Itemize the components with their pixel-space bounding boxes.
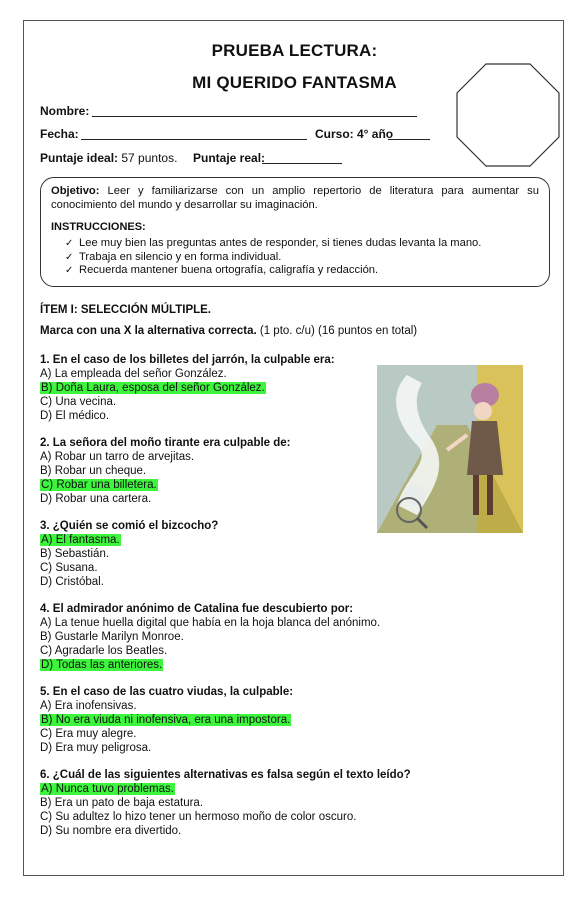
title-line2: MI QUERIDO FANTASMA — [192, 73, 397, 92]
instruction-text: Trabaja en silencio y en forma individual. — [79, 250, 282, 263]
option-c[interactable] — [40, 478, 291, 492]
puntaje-real-field[interactable] — [262, 163, 342, 164]
title-line1: PRUEBA LECTURA: — [211, 41, 378, 60]
section-instruction — [40, 325, 417, 337]
octagon-score-box — [456, 63, 560, 167]
instruction-item — [65, 237, 539, 251]
puntaje-ideal-value: 57 puntos. — [118, 151, 178, 165]
objective-body: Leer y familiarizarse con un amplio repertorio de literatura para aumentar su conocimiento del mundo y desarrollar su imaginación. — [51, 185, 539, 211]
instructions-list — [51, 237, 539, 278]
objective-label: Objetivo: — [51, 185, 100, 197]
question-text: 2. La señora del moño tirante era culpable de: — [40, 437, 291, 449]
option-b[interactable]: B) Era un pato de baja estatura. — [40, 797, 204, 809]
option-a[interactable]: A) Era inofensivas. — [40, 700, 137, 712]
objective-text — [51, 184, 539, 212]
question-1 — [40, 353, 335, 423]
question-text: 5. En el caso de las cuatro viudas, la culpable: — [40, 686, 294, 698]
option-b[interactable] — [40, 381, 335, 395]
check-icon: ✓ — [65, 251, 74, 263]
option-d[interactable] — [40, 658, 380, 672]
curso-field[interactable] — [388, 139, 430, 140]
option-a[interactable] — [40, 533, 218, 547]
question-3 — [40, 519, 218, 589]
option-d[interactable]: D) Era muy peligrosa. — [40, 742, 152, 754]
section-instruction-rest: (1 pto. c/u) (16 puntos en total) — [256, 325, 418, 337]
correct-highlight: A) El fantasma. — [41, 534, 120, 546]
instruction-text: Recuerda mantener buena ortografía, caligrafía y redacción. — [79, 264, 379, 276]
option-c[interactable]: C) Era muy alegre. — [40, 728, 137, 740]
option-d[interactable]: D) Cristóbal. — [40, 576, 104, 588]
correct-highlight: A) Nunca tuvo problemas. — [41, 783, 174, 795]
worksheet-page — [23, 20, 564, 876]
check-icon: ✓ — [65, 238, 74, 249]
nombre-label: Nombre: — [40, 104, 90, 118]
option-d[interactable]: D) Su nombre era divertido. — [40, 825, 182, 837]
option-a[interactable]: A) Robar un tarro de arvejitas. — [40, 451, 195, 463]
question-5 — [40, 685, 293, 755]
correct-highlight: D) Todas las anteriores. — [41, 659, 163, 671]
instructions-title: INSTRUCCIONES: — [51, 221, 146, 233]
ghost-detective-illustration — [377, 365, 523, 533]
curso-label: Curso: 4° año — [315, 127, 394, 141]
option-a[interactable]: A) La tenue huella digital que había en la hoja blanca del anónimo. — [40, 617, 381, 629]
question-text: 6. ¿Cuál de las siguientes alternativas es falsa según el texto leído? — [40, 769, 411, 781]
option-d[interactable]: D) Robar una cartera. — [40, 493, 152, 505]
puntaje-real-label: Puntaje real: — [193, 151, 266, 165]
option-c[interactable]: C) Agradarle los Beatles. — [40, 645, 168, 657]
fecha-label: Fecha: — [40, 127, 79, 141]
instruction-item — [65, 250, 539, 265]
option-b[interactable] — [40, 713, 293, 727]
question-4 — [40, 602, 380, 672]
option-b[interactable]: B) Sebastián. — [40, 548, 110, 560]
option-c[interactable]: C) Una vecina. — [40, 396, 117, 408]
instruction-item — [65, 264, 539, 278]
question-6 — [40, 768, 411, 838]
puntaje-ideal-label: Puntaje ideal: — [40, 151, 119, 165]
nombre-field[interactable] — [92, 116, 417, 117]
question-text: 4. El admirador anónimo de Catalina fue descubierto por: — [40, 603, 354, 615]
section-instruction-bold: Marca con una X la alternativa correcta. — [40, 325, 257, 337]
correct-highlight: C) Robar una billetera. — [41, 479, 157, 491]
question-text: 1. En el caso de los billetes del jarrón, la culpable era: — [40, 354, 335, 366]
option-c[interactable]: C) Su adultez lo hizo tener un hermoso moño de color oscuro. — [40, 811, 357, 823]
check-icon: ✓ — [65, 265, 74, 276]
correct-highlight: B) Doña Laura, esposa del señor González. — [41, 382, 265, 394]
objective-box — [40, 177, 550, 287]
fecha-field[interactable] — [81, 139, 307, 140]
puntaje-ideal — [40, 151, 177, 165]
option-a[interactable] — [40, 782, 411, 796]
option-d[interactable]: D) El médico. — [40, 410, 110, 422]
section-title: ÍTEM I: SELECCIÓN MÚLTIPLE. — [40, 304, 212, 316]
instruction-text: Lee muy bien las preguntas antes de responder, si tienes dudas levanta la mano. — [79, 237, 482, 249]
option-b[interactable]: B) Robar un cheque. — [40, 465, 147, 477]
question-2 — [40, 436, 291, 506]
correct-highlight: B) No era viuda ni inofensiva, era una impostora. — [41, 714, 291, 726]
option-a[interactable]: A) La empleada del señor González. — [40, 368, 227, 380]
option-c[interactable]: C) Susana. — [40, 562, 98, 574]
question-text: 3. ¿Quién se comió el bizcocho? — [40, 520, 219, 532]
option-b[interactable]: B) Gustarle Marilyn Monroe. — [40, 631, 184, 643]
